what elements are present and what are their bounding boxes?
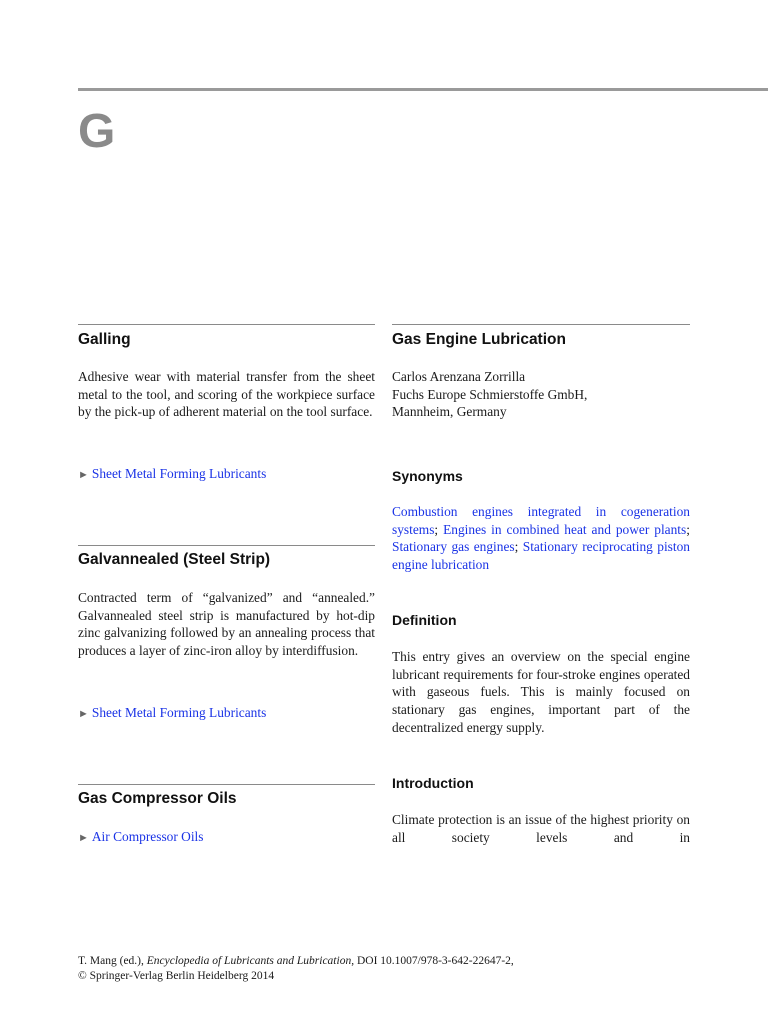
synonym-link[interactable]: Stationary gas engines [392, 539, 515, 555]
xref-galling[interactable] [78, 465, 266, 485]
xref-link-sheet-metal-forming[interactable]: Sheet Metal Forming Lubricants [91, 466, 267, 481]
entry-rule-gas-engine [392, 324, 690, 325]
subhead-definition: Definition [392, 612, 457, 628]
author-block [392, 368, 690, 421]
footer-editor: T. Mang (ed.), [78, 955, 147, 967]
xref-gas-compressor[interactable] [78, 828, 203, 848]
synonym-link[interactable]: Combustion engines integrated in cogeneration systems [392, 504, 690, 537]
entry-rule-galvannealed [78, 545, 375, 546]
triangle-arrow-icon: ► [78, 469, 89, 481]
entry-title-galling: Galling [78, 331, 131, 348]
triangle-arrow-icon: ► [78, 708, 89, 720]
author-name: Carlos Arenzana Zorrilla [392, 369, 526, 384]
triangle-arrow-icon: ► [78, 832, 89, 844]
entry-rule-gas-compressor [78, 784, 375, 785]
entry-body-galling: Adhesive wear with material transfer from the sheet metal to the tool, and scoring of the workpiece surface by the pick-up of adherent material on the tool surface. [78, 369, 375, 420]
introduction-body: Climate protection is an issue of the highest priority on all society levels and in [392, 812, 690, 845]
top-rule [78, 88, 768, 91]
xref-link-sheet-metal-forming[interactable]: Sheet Metal Forming Lubricants [91, 705, 267, 720]
footer-book-title: Encyclopedia of Lubricants and Lubrication [146, 955, 352, 967]
entry-rule-galling [78, 324, 375, 325]
entry-title-gas-engine: Gas Engine Lubrication [392, 331, 566, 348]
synonyms-list: Combustion engines integrated in cogeneration systems; Engines in combined heat and power plants; Stationary gas engines; Stationary reciprocating piston engine lubrication [392, 504, 690, 573]
author-location: Mannheim, Germany [392, 404, 507, 420]
chapter-letter: G [78, 105, 116, 158]
footer-line-2: © Springer-Verlag Berlin Heidelberg 2014 [78, 970, 275, 982]
footer-line-1 [78, 954, 514, 969]
entry-title-galvannealed: Galvannealed (Steel Strip) [78, 551, 271, 568]
subhead-introduction: Introduction [392, 775, 474, 791]
definition-body: This entry gives an overview on the special engine lubricant requirements for four-stroke engines operated with gaseous fuels. This is mainly focused on stationary gas engines, important part of the decentralized energy supply. [392, 649, 690, 735]
entry-body-galvannealed: Contracted term of “galvanized” and “annealed.” Galvannealed steel strip is manufactured by hot-dip zinc galvanizing followed by an annealing process that produces a layer of zinc-iron alloy by interdiffusion. [78, 590, 375, 659]
synonym-link[interactable]: Engines in combined heat and power plants [443, 521, 687, 537]
footer-doi: , DOI 10.1007/978-3-642-22647-2, [351, 955, 514, 967]
author-affiliation: Fuchs Europe Schmierstoffe GmbH, [392, 386, 588, 402]
xref-galvannealed[interactable] [78, 704, 266, 724]
subhead-synonyms: Synonyms [392, 468, 463, 484]
footer-citation [78, 954, 514, 984]
entry-title-gas-compressor: Gas Compressor Oils [78, 790, 237, 807]
xref-link-air-compressor-oils[interactable]: Air Compressor Oils [91, 829, 204, 844]
synonym-link[interactable]: Stationary reciprocating piston engine lubrication [392, 539, 690, 573]
